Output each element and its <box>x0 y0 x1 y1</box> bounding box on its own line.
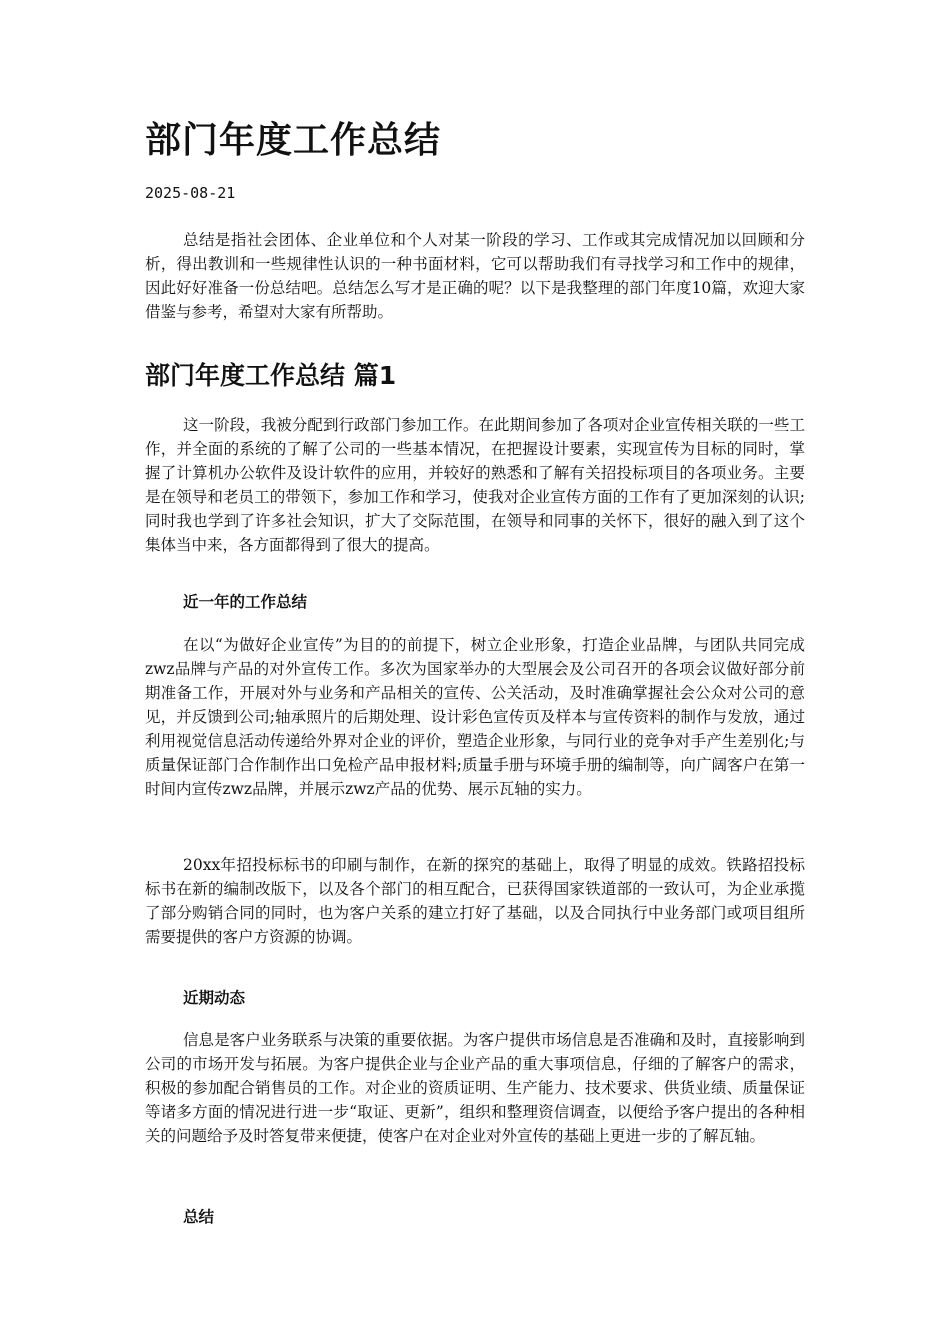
subheading-conclusion: 总结 <box>183 1208 215 1226</box>
annual-summary-paragraph-2: 20xx年招投标标书的印刷与制作，在新的探究的基础上，取得了明显的成效。铁路招投标标书在新的编制改版下，以及各个部门的相互配合，已获得国家铁道部的一致认可，为企业承揽了部分购销合同的同时，也为客户关系的建立打好了基础，以及合同执行中业务部门或项目组所需要提供的客户方资源的协调。 <box>145 856 805 946</box>
section-heading: 部门年度工作总结 篇1 <box>145 361 397 390</box>
page-title: 部门年度工作总结 <box>145 120 442 161</box>
publish-date: 2025-08-21 <box>145 184 236 202</box>
subheading-annual-summary: 近一年的工作总结 <box>183 593 308 611</box>
recent-news-paragraph: 信息是客户业务联系与决策的重要依据。为客户提供市场信息是否准确和及时，直接影响到公司的市场开发与拓展。为客户提供企业与企业产品的重大事项信息，仔细的了解客户的需求，积极的参加配合销售员的工作。对企业的资质证明、生产能力、技术要求、供货业绩、质量保证等诸多方面的情况进行进一步“取证、更新”，组织和整理资信调查，以便给予客户提出的各种相关的问题给予及时答复带来便捷，使客户在对企业对外宣传的基础上更进一步的了解瓦轴。 <box>145 1031 805 1145</box>
section-paragraph-1: 这一阶段，我被分配到行政部门参加工作。在此期间参加了各项对企业宣传相关联的一些工作，并全面的系统的了解了公司的一些基本情况，在把握设计要素，实现宣传为目标的同时，掌握了计算机办公软件及设计软件的应用，并较好的熟悉和了解有关招投标项目的各项业务。主要是在领导和老员工的带领下，参加工作和学习，使我对企业宣传方面的工作有了更加深刻的认识;同时我也学到了许多社会知识，扩大了交际范围，在领导和同事的关怀下，很好的融入到了这个集体当中来，各方面都得到了很大的提高。 <box>145 416 805 554</box>
intro-paragraph: 总结是指社会团体、企业单位和个人对某一阶段的学习、工作或其完成情况加以回顾和分析，得出教训和一些规律性认识的一种书面材料，它可以帮助我们有寻找学习和工作中的规律，因此好好准备一份总结吧。总结怎么写才是正确的呢？以下是我整理的部门年度10篇，欢迎大家借鉴与参考，希望对大家有所帮助。 <box>145 231 805 321</box>
subheading-recent-news: 近期动态 <box>183 989 246 1007</box>
annual-summary-paragraph-1: 在以“为做好企业宣传”为目的的前提下，树立企业形象，打造企业品牌，与团队共同完成zwz品牌与产品的对外宣传工作。多次为国家举办的大型展会及公司召开的各项会议做好部分前期准备工作，开展对外与业务和产品相关的宣传、公关活动，及时准确掌握社会公众对公司的意见，并反馈到公司;轴承照片的后期处理、设计彩色宣传页及样本与宣传资料的制作与发放，通过利用视觉信息活动传递给外界对企业的评价，塑造企业形象，与同行业的竞争对手产生差别化;与质量保证部门合作制作出口免检产品申报材料;质量手册与环境手册的编制等，向广阔客户在第一时间内宣传zwz品牌，并展示zwz产品的优势、展示瓦轴的实力。 <box>145 636 805 798</box>
